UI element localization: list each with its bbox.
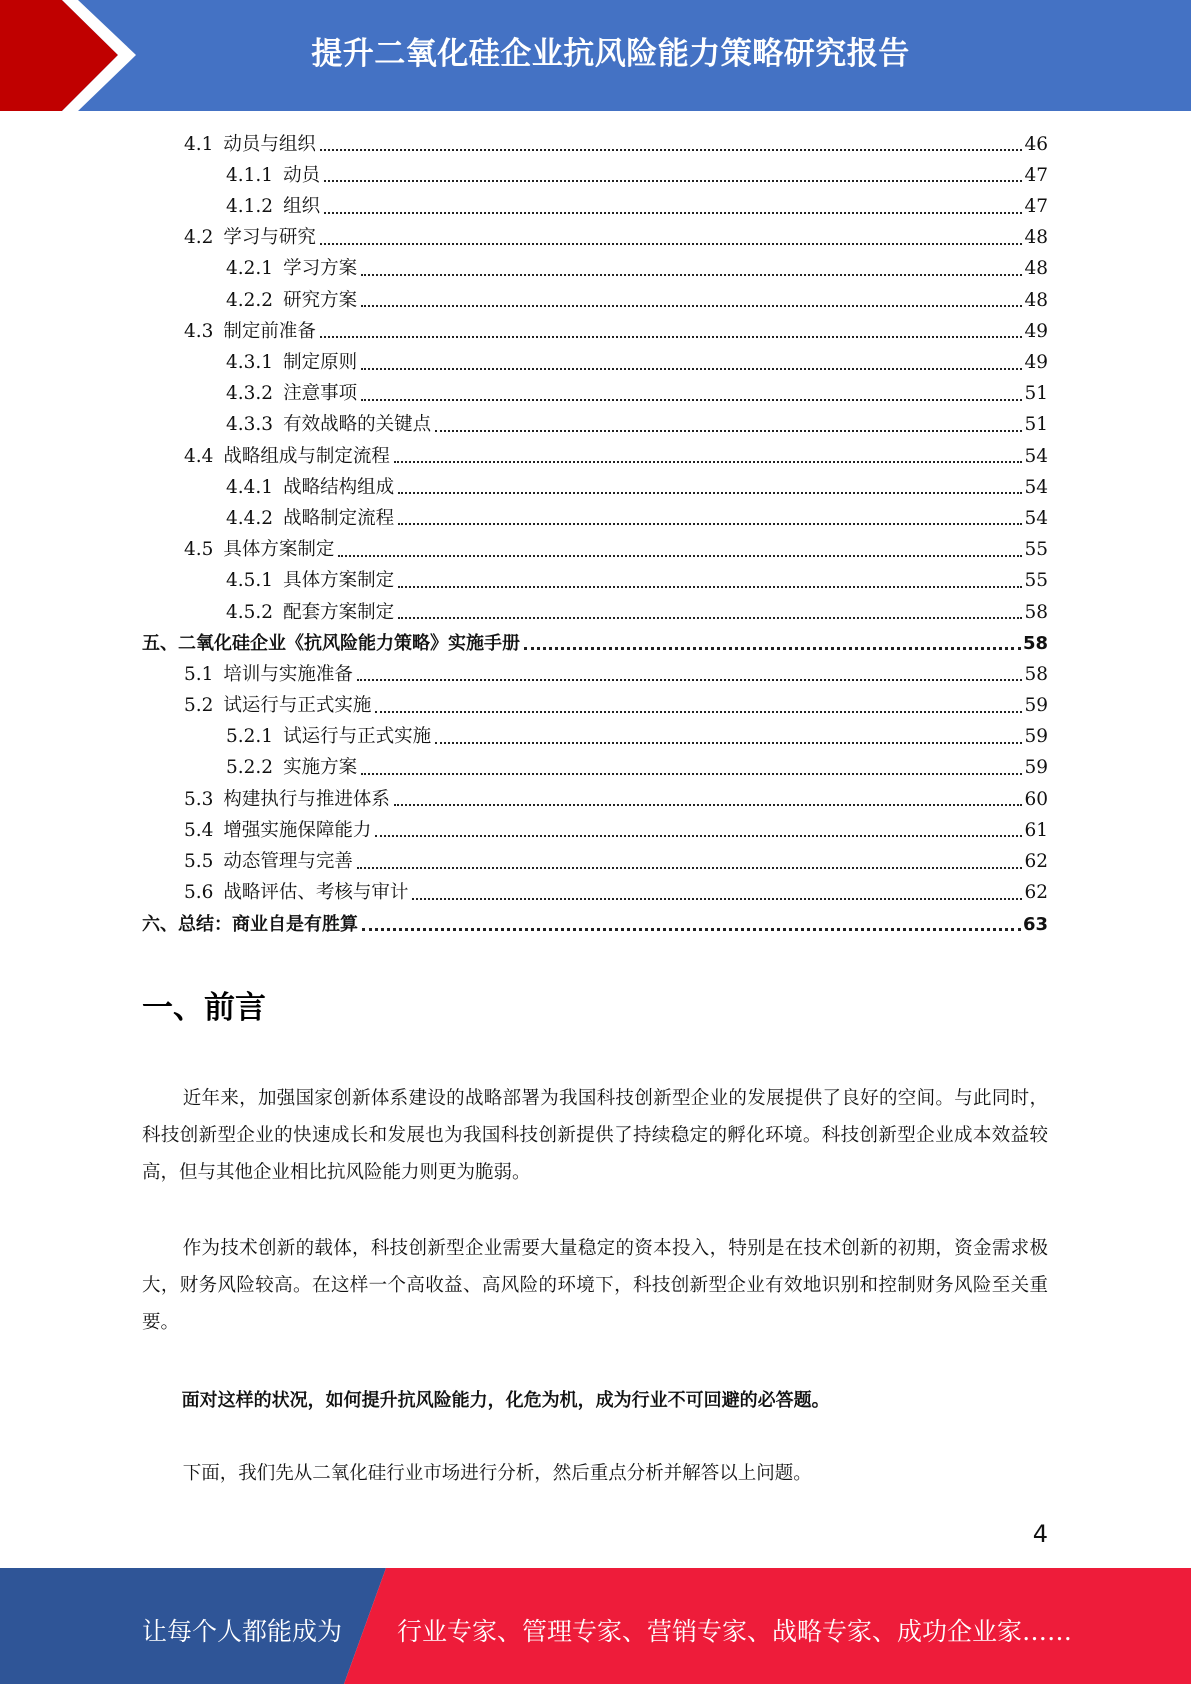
toc-dot-leader bbox=[324, 212, 1022, 214]
toc-entry-title: 动员与组织 bbox=[223, 133, 316, 155]
toc-entry-title: 制定原则 bbox=[283, 352, 358, 373]
toc-entry-number: 4.5.2 bbox=[226, 601, 274, 623]
toc-entry[interactable] bbox=[142, 377, 1048, 408]
toc-entry-number: 5.1 bbox=[184, 663, 214, 685]
toc-dot-leader bbox=[394, 461, 1023, 463]
toc-entry-title: 制定前准备 bbox=[223, 320, 316, 342]
toc-dot-leader bbox=[524, 647, 1021, 650]
toc-dot-leader bbox=[435, 430, 1022, 432]
toc-entry-title: 组织 bbox=[283, 196, 321, 218]
toc-dot-leader bbox=[361, 773, 1022, 775]
toc-entry-number: 4.3.2 bbox=[226, 383, 274, 405]
toc-entry[interactable] bbox=[142, 470, 1048, 501]
toc-dot-leader bbox=[338, 555, 1022, 557]
toc-dot-leader bbox=[320, 243, 1023, 245]
toc-entry-number: 5.2 bbox=[184, 695, 214, 717]
toc-entry-number: 4.3 bbox=[184, 320, 214, 342]
toc-entry-title: 实施方案 bbox=[283, 757, 358, 779]
toc-entry-title: 注意事项 bbox=[283, 383, 358, 405]
toc-entry-title: 具体方案制定 bbox=[223, 539, 335, 561]
toc-dot-leader bbox=[361, 274, 1022, 276]
toc-dot-leader bbox=[398, 586, 1022, 588]
toc-dot-leader bbox=[324, 180, 1022, 182]
toc-entry[interactable] bbox=[142, 158, 1048, 189]
toc-dot-leader bbox=[357, 679, 1023, 681]
toc-entry-number: 4.5.1 bbox=[226, 570, 274, 592]
toc-entry-number: 五、 bbox=[142, 633, 178, 655]
toc-dot-leader bbox=[362, 928, 1021, 931]
toc-entry[interactable] bbox=[142, 314, 1048, 345]
toc-dot-leader bbox=[361, 368, 1022, 370]
toc-entry-page: 48 bbox=[1024, 227, 1048, 249]
toc-entry-page: 49 bbox=[1024, 352, 1048, 373]
toc-entry[interactable] bbox=[142, 751, 1048, 782]
toc-entry-page: 55 bbox=[1024, 539, 1048, 561]
footer-slogan-right: 行业专家、管理专家、营销专家、战略专家、成功企业家…… bbox=[397, 1617, 1073, 1646]
toc-dot-leader bbox=[435, 742, 1022, 744]
toc-entry-number: 4.2.2 bbox=[226, 289, 274, 311]
toc-entry[interactable] bbox=[142, 564, 1048, 595]
toc-entry[interactable] bbox=[142, 720, 1048, 751]
toc-entry[interactable] bbox=[142, 626, 1048, 657]
toc-entry-page: 55 bbox=[1024, 570, 1048, 592]
toc-entry[interactable] bbox=[142, 252, 1048, 283]
toc-entry-number: 六、 bbox=[142, 913, 178, 935]
toc-dot-leader bbox=[375, 835, 1022, 837]
toc-entry-title: 动态管理与完善 bbox=[223, 851, 353, 872]
header-bar bbox=[0, 0, 1191, 111]
toc-entry-number: 4.3.1 bbox=[226, 352, 274, 373]
toc-entry[interactable] bbox=[142, 844, 1048, 875]
table-of-contents bbox=[142, 127, 1048, 938]
toc-entry-title: 试运行与正式实施 bbox=[283, 726, 432, 748]
toc-entry-number: 4.4.2 bbox=[226, 507, 274, 529]
toc-entry[interactable] bbox=[142, 345, 1048, 376]
toc-entry[interactable] bbox=[142, 189, 1048, 220]
toc-entry[interactable] bbox=[142, 688, 1048, 719]
toc-entry-number: 4.2.1 bbox=[226, 258, 274, 280]
toc-entry-page: 58 bbox=[1024, 601, 1048, 623]
toc-entry-title: 战略评估、考核与审计 bbox=[223, 882, 409, 904]
toc-entry-page: 49 bbox=[1024, 320, 1048, 342]
toc-entry-number: 5.3 bbox=[184, 788, 214, 810]
toc-entry-title: 构建执行与推进体系 bbox=[223, 788, 390, 810]
toc-dot-leader bbox=[398, 617, 1022, 619]
toc-entry[interactable] bbox=[142, 439, 1048, 470]
toc-entry-page: 51 bbox=[1024, 383, 1048, 405]
toc-entry[interactable] bbox=[142, 408, 1048, 439]
toc-dot-leader bbox=[398, 492, 1022, 494]
toc-entry-number: 5.5 bbox=[184, 851, 214, 872]
report-title: 提升二氧化硅企业抗风险能力策略研究报告 bbox=[311, 36, 910, 72]
toc-entry-title: 具体方案制定 bbox=[283, 570, 395, 592]
toc-entry-title: 试运行与正式实施 bbox=[223, 695, 372, 717]
toc-dot-leader bbox=[357, 867, 1023, 869]
toc-entry[interactable] bbox=[142, 813, 1048, 844]
toc-entry-page: 59 bbox=[1024, 757, 1048, 779]
toc-entry-number: 5.2.2 bbox=[226, 757, 274, 779]
toc-entry-title: 学习与研究 bbox=[223, 227, 316, 249]
toc-entry-page: 62 bbox=[1024, 851, 1048, 872]
toc-entry-page: 47 bbox=[1024, 196, 1048, 218]
paragraph: 作为技术创新的载体，科技创新型企业需要大量稳定的资本投入，特别是在技术创新的初期，资金需求极大，财务风险较高。在这样一个高收益、高风险的环境下，科技创新型企业有效地识别和控制财务风险至关重要。 bbox=[142, 1238, 1048, 1333]
toc-entry-page: 63 bbox=[1022, 913, 1048, 935]
toc-entry-number: 4.5 bbox=[184, 539, 214, 561]
toc-dot-leader bbox=[320, 336, 1023, 338]
toc-entry-page: 60 bbox=[1024, 788, 1048, 810]
toc-entry[interactable] bbox=[142, 501, 1048, 532]
toc-dot-leader bbox=[361, 305, 1022, 307]
toc-entry[interactable] bbox=[142, 532, 1048, 563]
paragraph: 下面，我们先从二氧化硅行业市场进行分析，然后重点分析并解答以上问题。 bbox=[182, 1463, 812, 1484]
toc-entry-number: 5.4 bbox=[184, 819, 214, 841]
toc-entry-title: 培训与实施准备 bbox=[223, 663, 353, 685]
toc-dot-leader bbox=[398, 523, 1022, 525]
toc-entry-page: 59 bbox=[1024, 726, 1048, 748]
paragraph-emphasis: 面对这样的状况，如何提升抗风险能力，化危为机，成为行业不可回避的必答题。 bbox=[181, 1390, 830, 1411]
toc-entry-number: 4.1.1 bbox=[226, 164, 274, 186]
toc-entry-page: 47 bbox=[1024, 164, 1048, 186]
toc-entry[interactable] bbox=[142, 782, 1048, 813]
toc-entry[interactable] bbox=[142, 283, 1048, 314]
toc-entry[interactable] bbox=[142, 657, 1048, 688]
toc-entry[interactable] bbox=[142, 221, 1048, 252]
toc-entry[interactable] bbox=[142, 127, 1048, 158]
toc-entry-title: 有效战略的关键点 bbox=[283, 414, 432, 436]
toc-dot-leader bbox=[320, 149, 1023, 151]
toc-entry-number: 4.2 bbox=[184, 227, 214, 249]
toc-entry-title: 战略组成与制定流程 bbox=[223, 445, 390, 467]
toc-entry-title: 学习方案 bbox=[283, 258, 358, 280]
toc-entry-number: 4.4.1 bbox=[226, 476, 274, 498]
toc-entry-page: 61 bbox=[1024, 819, 1048, 841]
toc-entry-number: 5.2.1 bbox=[226, 726, 274, 748]
toc-entry-page: 48 bbox=[1024, 258, 1048, 280]
footer-slogan-left: 让每个人都能成为 bbox=[142, 1617, 343, 1646]
toc-entry-title: 增强实施保障能力 bbox=[223, 819, 372, 841]
toc-entry-number: 4.1.2 bbox=[226, 196, 274, 218]
toc-entry-number: 5.6 bbox=[184, 882, 214, 904]
toc-entry-title: 战略制定流程 bbox=[283, 507, 395, 529]
footer-banner bbox=[0, 1568, 1191, 1684]
toc-entry-page: 51 bbox=[1024, 414, 1048, 436]
toc-entry-page: 59 bbox=[1024, 695, 1048, 717]
toc-entry-page: 54 bbox=[1024, 445, 1048, 467]
toc-entry[interactable] bbox=[142, 876, 1048, 907]
toc-entry-number: 4.1 bbox=[184, 133, 214, 155]
toc-entry-title: 战略结构组成 bbox=[283, 476, 395, 498]
toc-entry-number: 4.3.3 bbox=[226, 414, 274, 436]
toc-entry-page: 54 bbox=[1024, 476, 1048, 498]
toc-dot-leader bbox=[394, 804, 1023, 806]
toc-entry[interactable] bbox=[142, 907, 1048, 938]
toc-entry-page: 58 bbox=[1024, 663, 1048, 685]
paragraph: 近年来，加强国家创新体系建设的战略部署为我国科技创新型企业的发展提供了良好的空间。与此同时，科技创新型企业的快速成长和发展也为我国科技创新提供了持续稳定的孵化环境。科技创新型企业成本效益较高，但与其他企业相比抗风险能力则更为脆弱。 bbox=[142, 1088, 1048, 1183]
toc-entry[interactable] bbox=[142, 595, 1048, 626]
toc-entry-title: 二氧化硅企业《抗风险能力策略》实施手册 bbox=[178, 633, 520, 655]
toc-entry-page: 46 bbox=[1024, 133, 1048, 155]
toc-entry-title: 总结：商业自是有胜算 bbox=[178, 913, 358, 935]
toc-entry-page: 58 bbox=[1022, 633, 1048, 655]
toc-entry-number: 4.4 bbox=[184, 445, 214, 467]
section-heading: 一、前言 bbox=[142, 990, 266, 1026]
toc-dot-leader bbox=[412, 898, 1022, 900]
toc-entry-page: 48 bbox=[1024, 289, 1048, 311]
toc-entry-title: 研究方案 bbox=[283, 289, 358, 311]
toc-dot-leader bbox=[375, 711, 1022, 713]
page-number: 4 bbox=[1032, 1520, 1048, 1548]
toc-entry-title: 动员 bbox=[283, 164, 321, 186]
toc-dot-leader bbox=[361, 399, 1022, 401]
toc-entry-page: 54 bbox=[1024, 507, 1048, 529]
toc-entry-page: 62 bbox=[1024, 882, 1048, 904]
toc-entry-title: 配套方案制定 bbox=[283, 601, 395, 623]
